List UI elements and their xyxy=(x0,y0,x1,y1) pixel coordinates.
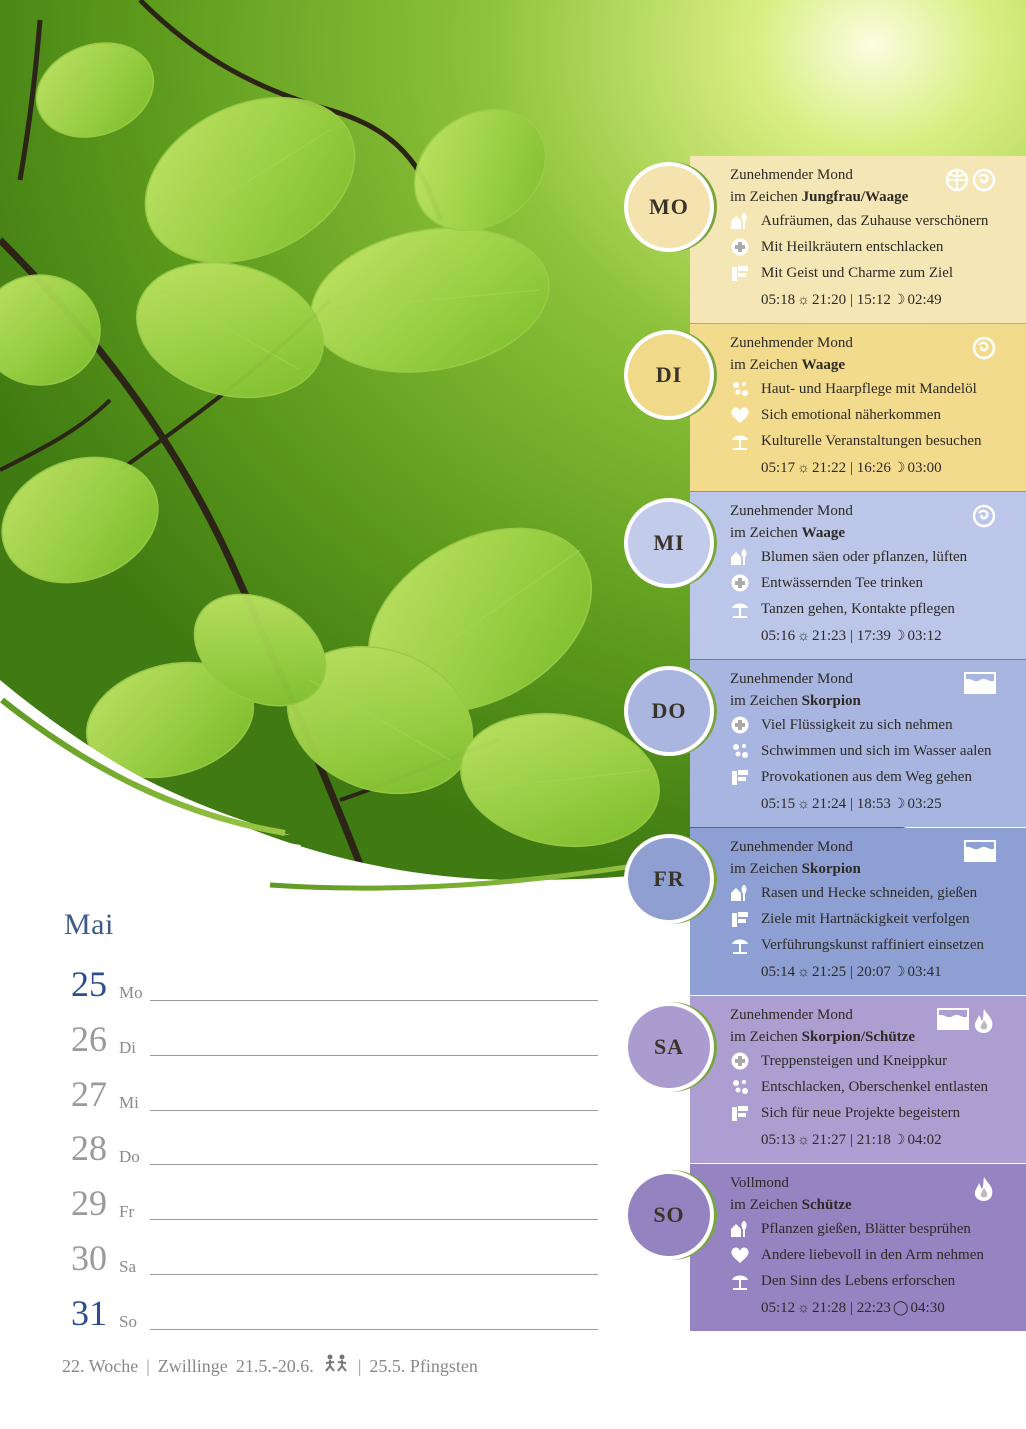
sun-icon: ☼ xyxy=(797,797,811,812)
activity-text: Entschlacken, Oberschenkel entlasten xyxy=(761,1079,988,1095)
time-separator: | xyxy=(846,628,857,644)
moonrise-time: 17:39 xyxy=(856,628,891,644)
element-icons xyxy=(972,1176,996,1202)
day-row[interactable] xyxy=(66,1018,598,1068)
moon-phase: Zunehmender Mond xyxy=(730,839,853,855)
sunset-time: 21:28 xyxy=(812,1300,847,1316)
footer-info xyxy=(62,1354,486,1377)
activity-text: Mit Heilkräutern entschlacken xyxy=(761,239,944,255)
sun-moon-times xyxy=(730,286,1016,314)
crescent-moon-icon: ☽ xyxy=(892,965,906,980)
sun-icon: ☼ xyxy=(797,1301,811,1316)
sun-icon: ☼ xyxy=(797,965,811,980)
twins-icon xyxy=(322,1356,350,1376)
day-number: 27 xyxy=(71,1073,107,1114)
moon-phase: Vollmond xyxy=(730,1175,789,1191)
moonset-time: 03:00 xyxy=(907,460,942,476)
sun-icon: ☼ xyxy=(797,293,811,308)
time-separator: | xyxy=(846,460,857,476)
activity-item xyxy=(730,208,1016,234)
zodiac-name: Jungfrau/Waage xyxy=(801,189,909,205)
activity-item xyxy=(730,376,1016,402)
activity-item xyxy=(730,234,1016,260)
activity-text: Den Sinn des Lebens erforschen xyxy=(761,1273,956,1289)
activity-item xyxy=(730,1268,1016,1294)
weekday-badge: DI xyxy=(624,330,714,420)
day-number: 29 xyxy=(71,1183,107,1224)
element-icons xyxy=(964,840,996,862)
activity-text: Rasen und Hecke schneiden, gießen xyxy=(761,885,978,901)
activity-text: Treppensteigen und Kneippkur xyxy=(761,1053,948,1069)
zodiac-name: Waage xyxy=(801,357,845,373)
zodiac-sign: Zwillinge xyxy=(157,1356,228,1376)
sunrise-time: 05:14 xyxy=(761,964,796,980)
sunset-time: 21:24 xyxy=(812,796,847,812)
crescent-moon-icon: ☽ xyxy=(892,461,906,476)
moonset-time: 03:41 xyxy=(907,964,942,980)
air-icon xyxy=(972,504,996,528)
day-row[interactable] xyxy=(66,1237,598,1287)
activity-text: Sich für neue Projekte begeistern xyxy=(761,1105,961,1121)
day-abbr: Sa xyxy=(119,1257,136,1276)
moon-phase: Zunehmender Mond xyxy=(730,167,853,183)
element-icons xyxy=(964,672,996,694)
day-number: 26 xyxy=(71,1018,107,1059)
activity-text: Mit Geist und Charme zum Ziel xyxy=(761,265,954,281)
water-icon xyxy=(937,1008,969,1030)
moonrise-time: 15:12 xyxy=(856,292,891,308)
zodiac-name: Skorpion xyxy=(801,693,861,709)
zodiac-prefix: im Zeichen xyxy=(730,1197,798,1213)
moonrise-time: 22:23 xyxy=(856,1300,891,1316)
activity-text: Andere liebevoll in den Arm nehmen xyxy=(761,1247,984,1263)
activity-item xyxy=(730,738,1016,764)
moonrise-time: 16:26 xyxy=(856,460,891,476)
sun-moon-times xyxy=(730,958,1016,986)
sun-icon: ☼ xyxy=(797,629,811,644)
moon-phase: Zunehmender Mond xyxy=(730,1007,853,1023)
zodiac-name: Skorpion/Schütze xyxy=(801,1029,915,1045)
writing-line[interactable] xyxy=(150,1219,598,1220)
day-abbr: Fr xyxy=(119,1202,135,1222)
activity-item xyxy=(730,596,1016,622)
zodiac-name: Waage xyxy=(801,525,845,541)
sun-icon: ☼ xyxy=(797,1133,811,1148)
sun-moon-times xyxy=(730,790,1016,818)
sunrise-time: 05:13 xyxy=(761,1132,796,1148)
moonset-time: 04:30 xyxy=(910,1300,945,1316)
day-number: 30 xyxy=(71,1238,107,1278)
sunrise-time: 05:16 xyxy=(761,628,796,644)
activity-text: Ziele mit Hartnäckigkeit verfolgen xyxy=(761,911,970,927)
footer-separator: | xyxy=(357,1356,362,1376)
activity-text: Haut- und Haarpflege mit Mandelöl xyxy=(761,381,977,397)
time-separator: | xyxy=(846,964,857,980)
activity-text: Schwimmen und sich im Wasser aalen xyxy=(761,743,992,759)
day-number: 31 xyxy=(71,1292,107,1333)
day-row[interactable] xyxy=(66,1292,598,1342)
activity-item xyxy=(730,1216,1016,1242)
month-title: Mai xyxy=(64,908,114,941)
element-icons xyxy=(972,336,996,360)
writing-line[interactable] xyxy=(150,1274,598,1275)
day-number: 28 xyxy=(71,1128,107,1169)
day-abbr: Di xyxy=(119,1037,136,1057)
writing-line[interactable] xyxy=(150,1110,598,1111)
weekday-badge: MI xyxy=(624,498,714,588)
sunrise-time: 05:18 xyxy=(761,292,796,308)
activity-item xyxy=(730,1242,1016,1268)
moonrise-time: 21:18 xyxy=(856,1132,891,1148)
day-panel xyxy=(690,492,1026,659)
crescent-moon-icon: ☽ xyxy=(892,1133,906,1148)
moonset-time: 03:12 xyxy=(907,628,942,644)
full-moon-icon: ◯ xyxy=(892,1301,909,1316)
writing-line[interactable] xyxy=(150,1055,598,1056)
day-panel xyxy=(690,660,1026,827)
activity-text: Aufräumen, das Zuhause verschönern xyxy=(761,213,989,229)
activity-text: Blumen säen oder pflanzen, lüften xyxy=(761,549,968,565)
writing-line[interactable] xyxy=(150,1329,598,1330)
footer-separator: | xyxy=(146,1356,150,1376)
day-panel xyxy=(690,324,1026,491)
zodiac-prefix: im Zeichen xyxy=(730,861,798,877)
sunset-time: 21:23 xyxy=(812,628,847,644)
sunset-time: 21:20 xyxy=(812,292,847,308)
zodiac-prefix: im Zeichen xyxy=(730,357,798,373)
sun-moon-times xyxy=(730,622,1016,650)
activity-item xyxy=(730,932,1016,958)
writing-line[interactable] xyxy=(150,1000,598,1001)
zodiac-prefix: im Zeichen xyxy=(730,525,798,541)
time-separator: | xyxy=(846,292,857,308)
moonrise-time: 18:53 xyxy=(856,796,891,812)
moonset-time: 04:02 xyxy=(907,1132,942,1148)
activity-text: Entwässernden Tee trinken xyxy=(761,575,923,591)
crescent-moon-icon: ☽ xyxy=(892,293,906,308)
sunset-time: 21:27 xyxy=(812,1132,847,1148)
air-icon xyxy=(972,168,996,192)
activity-text: Kulturelle Veranstaltungen besuchen xyxy=(761,433,982,449)
activity-item xyxy=(730,764,1016,790)
activity-item xyxy=(730,402,1016,428)
weekday-badge: SA xyxy=(624,1002,714,1092)
day-panel xyxy=(690,828,1026,995)
crescent-moon-icon: ☽ xyxy=(892,797,906,812)
sunrise-time: 05:12 xyxy=(761,1300,796,1316)
day-abbr: So xyxy=(119,1311,137,1331)
zodiac-name: Skorpion xyxy=(801,861,861,877)
day-row[interactable] xyxy=(66,963,598,1013)
weekday-badge: MO xyxy=(624,162,714,252)
fire-icon xyxy=(972,1176,996,1202)
day-abbr: Do xyxy=(119,1147,140,1167)
earth-icon xyxy=(945,168,969,192)
activity-item xyxy=(730,570,1016,596)
moonset-time: 03:25 xyxy=(907,796,942,812)
sun-icon: ☼ xyxy=(797,461,811,476)
zodiac-name: Schütze xyxy=(801,1197,852,1213)
activity-text: Pflanzen gießen, Blätter besprühen xyxy=(761,1221,971,1237)
day-row[interactable] xyxy=(66,1073,598,1123)
holiday: 25.5. Pfingsten xyxy=(369,1356,478,1376)
day-panel xyxy=(690,1164,1026,1331)
day-panel xyxy=(690,996,1026,1163)
day-abbr: Mo xyxy=(119,983,143,1002)
activity-text: Verführungskunst raffiniert einsetzen xyxy=(761,937,984,953)
day-row[interactable] xyxy=(66,1127,598,1177)
crescent-moon-icon: ☽ xyxy=(892,629,906,644)
zodiac-prefix: im Zeichen xyxy=(730,1029,798,1045)
activity-item xyxy=(730,1048,1016,1074)
sun-moon-times xyxy=(730,454,1016,482)
element-icons xyxy=(937,1008,996,1034)
week-number: 22. Woche xyxy=(62,1356,139,1376)
time-separator: | xyxy=(846,1300,857,1316)
activity-item xyxy=(730,880,1016,906)
sun-moon-times xyxy=(730,1126,1016,1154)
day-abbr: Mi xyxy=(119,1092,139,1112)
activity-item xyxy=(730,428,1016,454)
activity-text: Tanzen gehen, Kontakte pflegen xyxy=(761,601,955,617)
element-icons xyxy=(972,504,996,528)
moon-phase: Zunehmender Mond xyxy=(730,671,853,687)
activity-text: Sich emotional näherkommen xyxy=(761,407,941,423)
day-number: 25 xyxy=(71,964,107,1004)
weekday-badge: DO xyxy=(624,666,714,756)
air-icon xyxy=(972,336,996,360)
activity-item xyxy=(730,712,1016,738)
sunrise-time: 05:15 xyxy=(761,796,796,812)
weekday-badge: SO xyxy=(624,1170,714,1260)
writing-line[interactable] xyxy=(150,1164,598,1165)
sunset-time: 21:22 xyxy=(812,460,847,476)
day-panel xyxy=(690,156,1026,323)
activity-item xyxy=(730,260,1016,286)
activity-text: Provokationen aus dem Weg gehen xyxy=(761,769,972,785)
day-row[interactable] xyxy=(66,1182,598,1232)
activity-item xyxy=(730,906,1016,932)
activity-item xyxy=(730,1074,1016,1100)
moonset-time: 02:49 xyxy=(907,292,942,308)
activity-item xyxy=(730,1100,1016,1126)
moonrise-time: 20:07 xyxy=(856,964,891,980)
zodiac-prefix: im Zeichen xyxy=(730,693,798,709)
water-icon xyxy=(964,672,996,694)
activity-text: Viel Flüssigkeit zu sich nehmen xyxy=(761,717,953,733)
moon-phase: Zunehmender Mond xyxy=(730,335,853,351)
water-icon xyxy=(964,840,996,862)
element-icons xyxy=(945,168,996,192)
sunrise-time: 05:17 xyxy=(761,460,796,476)
sunset-time: 21:25 xyxy=(812,964,847,980)
sun-moon-times xyxy=(730,1294,1016,1322)
activity-item xyxy=(730,544,1016,570)
time-separator: | xyxy=(846,796,857,812)
time-separator: | xyxy=(846,1132,857,1148)
zodiac-prefix: im Zeichen xyxy=(730,189,798,205)
moon-phase: Zunehmender Mond xyxy=(730,503,853,519)
fire-icon xyxy=(972,1008,996,1034)
weekday-badge: FR xyxy=(624,834,714,924)
zodiac-range: 21.5.-20.6. xyxy=(235,1356,314,1376)
